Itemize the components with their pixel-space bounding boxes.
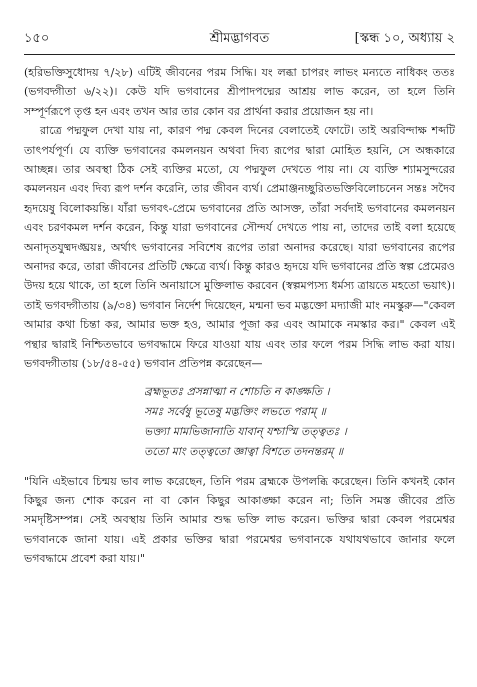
paragraph-2: রাত্রে পদ্মফুল দেখা যায় না, কারণ পদ্ম কেবল দিনের বেলাতেই ফোটে। তাই অরবিন্দাক্ষ শব্দটি তাৎপর্যপূর্ণ। যে ব্যক্তি ভগবানের কমলনয়ন অথবা দিব্য রূপের দ্বারা মোহিত হয়নি, সে অন্ধকারে আচ্ছন্ন। তার অবস্থা ঠিক সেই ব্যক্তির মতো, যে পদ্মফুল দেখতে পায় না। যে ব্যক্তি শ্যামসুন্দরের কমলনয়ন এবং দিব্য রূপ দর্শন করেনি, তার জীবন ব্যর্থ। প্রেমাঞ্জনচ্ছুরিতভক্তিবিলোচনেন সন্তঃ সদৈব হৃদয়েষু বিলোকয়ন্তি। যাঁরা ভগবৎ-প্রেমে ভগবানের প্রতি আসক্ত, তাঁরা সর্বদাই ভগবানের কমলনয়ন এবং চরণকমল দর্শন করেন, কিন্তু যারা ভগবানের সৌন্দর্য দেখতে পায় না, তাদের তাই বলা হয়েছে অনাদৃতযুষ্মদঙ্ঘ্রয়ঃ, অর্থাৎ ভগবানের সবিশেষ রূপের তারা অনাদর করেছে। যারা ভগবানের রূপের অনাদর করে, তারা জীবনের প্রতিটি ক্ষেত্রে ব্যর্থ। কিন্তু কারও হৃদয়ে যদি ভগবানের প্রতি স্বল্প প্রেমেরও উদয় হয়ে থাকে, তা হলে তিনি অনায়াসে মুক্তিলাভ করবেন (স্বল্পমপ্যস্য ধর্মস্য ত্রায়তে মহতো ভয়াৎ)। তাই ভগবদ্গীতায় (৯/৩৪) ভগবান নির্দেশ দিয়েছেন, মন্মনা ভব মদ্ভক্তো মদ্যাজী মাং নমস্কুরু—"কেবল আমার কথা চিন্তা কর, আমার ভক্ত হও, আমার পূজা কর এবং আমাকে নমস্কার কর।" কেবল এই পন্থার দ্বারাই নিশ্চিতভাবে ভগবদ্ধামে ফিরে যাওয়া যায় এবং তার ফলে পরম সিদ্ধি লাভ করা যায়। ভগবদ্গীতায় (১৮/৫৪-৫৫) ভগবান প্রতিপন্ন করেছেন— bbox=[24, 124, 455, 371]
verse-line: ততো মাং তত্ত্বতো জ্ঞাত্বা বিশতে তদনন্তরম্ ॥ bbox=[144, 444, 344, 458]
header-divider bbox=[24, 54, 455, 55]
sanskrit-verse bbox=[144, 382, 455, 462]
verse-line: সমঃ সর্বেষু ভূতেষু মদ্ভক্তিং লভতে পরাম্ ॥ bbox=[144, 404, 326, 418]
running-title: শ্রীমদ্ভাগবত bbox=[209, 31, 270, 46]
page-header bbox=[24, 30, 455, 48]
page-number: ১৫০ bbox=[24, 31, 50, 46]
section-reference: [স্কন্ধ ১০, অধ্যায় ২ bbox=[354, 31, 455, 46]
paragraph-1: (হরিভক্তিসুধোদয় ৭/২৮) এটিই জীবনের পরম সিদ্ধি। যং লব্ধা চাপরং লাভং মন্যতে নাধিকং ততঃ (ভগবদ্গীতা ৬/২২)। কেউ যদি ভগবানের শ্রীপাদপদ্মের আশ্রয় লাভ করেন, তা হলে তিনি সম্পূর্ণরূপে তৃপ্ত হন এবং তখন আর তার কোন বর প্রার্থনা করার প্রয়োজন হয় না। bbox=[24, 66, 455, 118]
translation-quote: "যিনি এইভাবে চিন্ময় ভাব লাভ করেছেন, তিনি পরম ব্রহ্মকে উপলব্ধি করেছেন। তিনি কখনই কোন কিছুর জন্য শোক করেন না বা কোন কিছুর আকাঙ্ক্ষা করেন না; তিনি সমস্ত জীবের প্রতি সমদৃষ্টিসম্পন্ন। সেই অবস্থায় তিনি আমার শুদ্ধ ভক্তি লাভ করেন। ভক্তির দ্বারা কেবল পরমেশ্বর ভগবানকে জানা যায়। এই প্রকার ভক্তির দ্বারা পরমেশ্বর ভগবানকে যথাযথভাবে জানার ফলে ভগবদ্ধামে প্রবেশ করা যায়।" bbox=[24, 474, 455, 566]
verse-line: ব্রহ্মভূতঃ প্রসন্নাত্মা ন শোচতি ন কাঙ্ক্ষতি । bbox=[144, 384, 330, 398]
verse-line: ভক্ত্যা মামভিজানাতি যাবান্ যশ্চাস্মি তত্ত্বতঃ । bbox=[144, 424, 347, 438]
